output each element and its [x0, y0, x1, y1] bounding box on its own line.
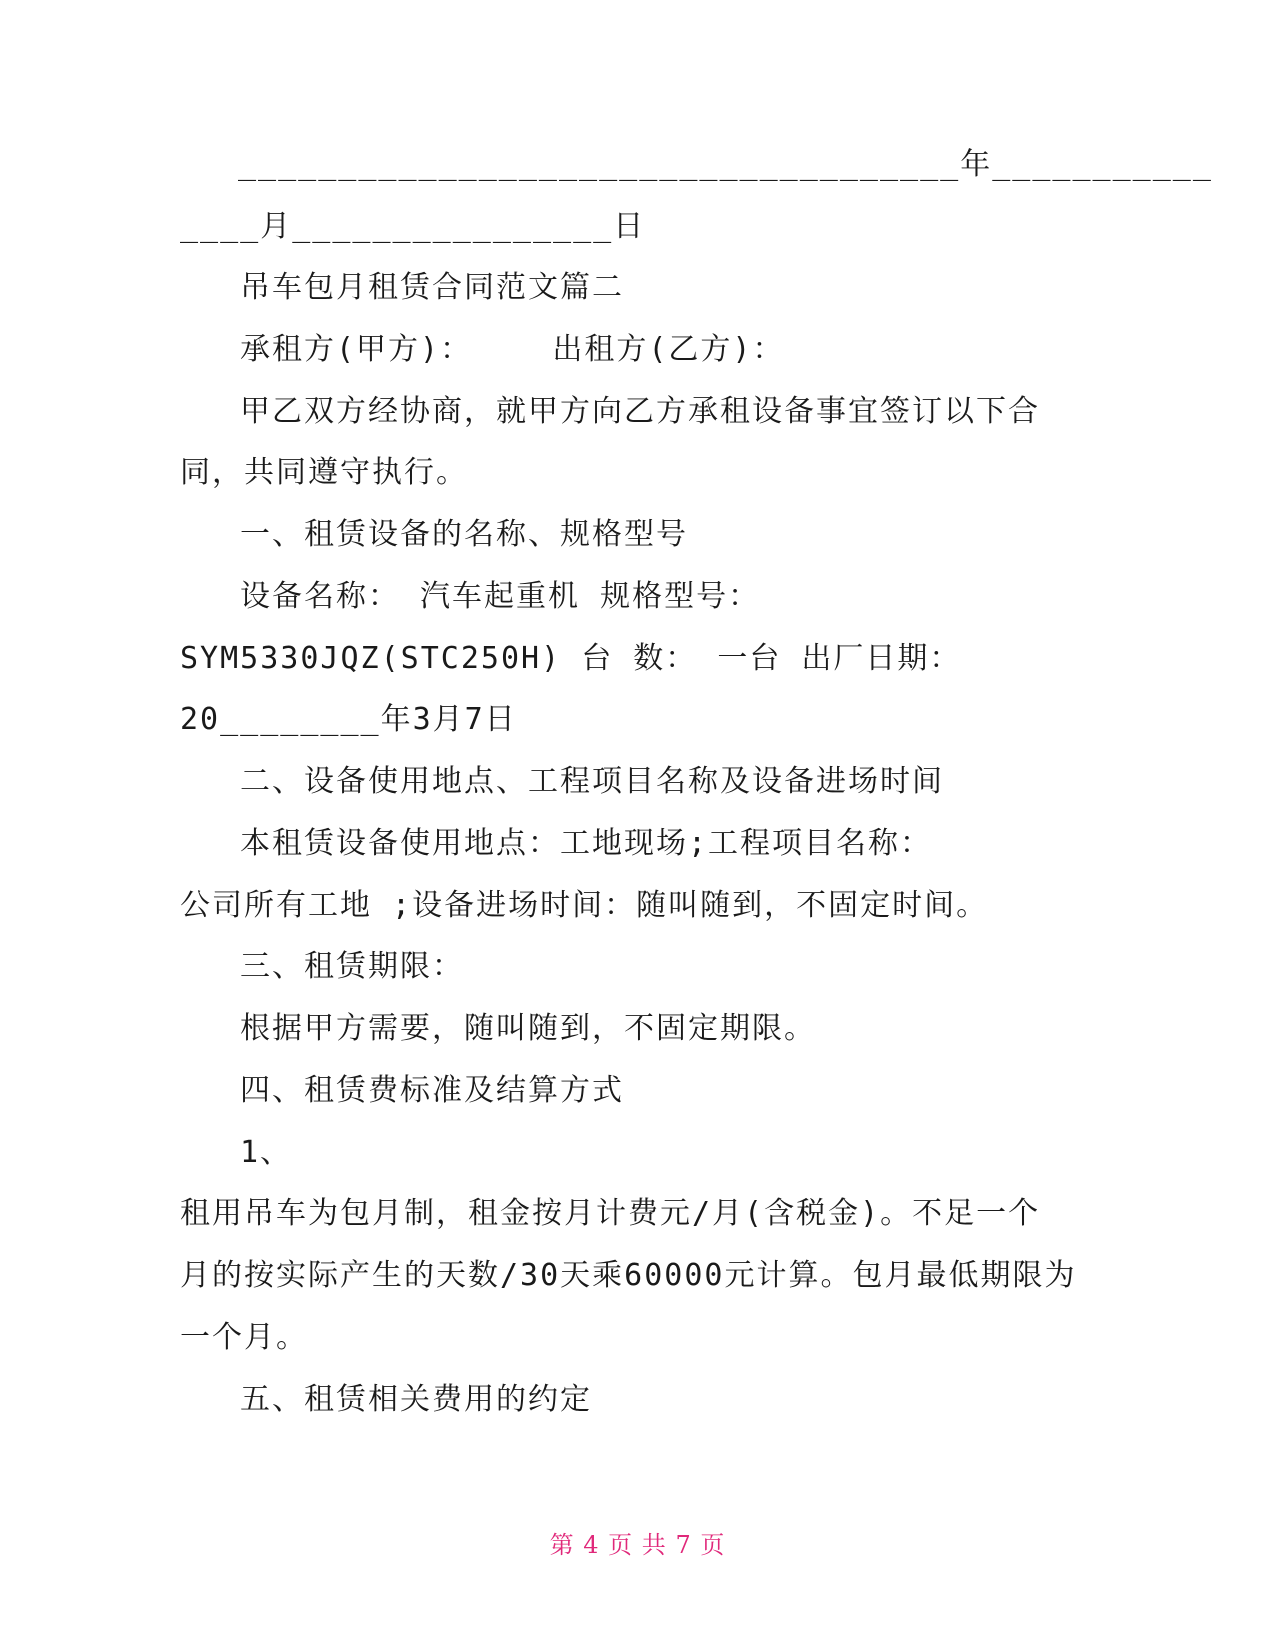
section-heading: 三、租赁期限：: [240, 949, 464, 984]
section-heading: 五、租赁相关费用的约定: [240, 1382, 592, 1417]
page-number-footer: 第 4 页 共 7 页: [549, 1531, 726, 1559]
paragraph-line: 一个月。: [180, 1320, 308, 1355]
paragraph-line: 根据甲方需要，随叫随到，不固定期限。: [240, 1011, 816, 1046]
paragraph-line: SYM5330JQZ(STC250H) 台 数： 一台 出厂日期：: [180, 641, 962, 676]
paragraph-line: 同，共同遵守执行。: [180, 455, 468, 490]
date-line-month-day: ____月________________日: [180, 209, 646, 244]
paragraph-line: 20________年3月7日: [180, 702, 517, 737]
paragraph-line: 租用吊车为包月制，租金按月计费元/月(含税金)。不足一个: [180, 1196, 1041, 1231]
document-title: 吊车包月租赁合同范文篇二: [240, 270, 624, 305]
list-number: 1、: [240, 1135, 293, 1170]
date-line-year: ____________________________________年___________: [238, 147, 1213, 182]
section-heading: 四、租赁费标准及结算方式: [240, 1073, 624, 1108]
section-heading: 二、设备使用地点、工程项目名称及设备进场时间: [240, 764, 944, 799]
paragraph-line: 公司所有工地 ;设备进场时间：随叫随到，不固定时间。: [180, 888, 989, 923]
paragraph-line: 本租赁设备使用地点：工地现场;工程项目名称：: [240, 826, 933, 861]
parties-line: 承租方(甲方)： 出租方(乙方)：: [240, 332, 785, 367]
paragraph-line: 设备名称： 汽车起重机 规格型号：: [240, 579, 761, 614]
paragraph-line: 甲乙双方经协商，就甲方向乙方承租设备事宜签订以下合: [240, 394, 1040, 429]
paragraph-line: 月的按实际产生的天数/30天乘60000元计算。包月最低期限为: [180, 1258, 1077, 1293]
section-heading: 一、租赁设备的名称、规格型号: [240, 517, 688, 552]
